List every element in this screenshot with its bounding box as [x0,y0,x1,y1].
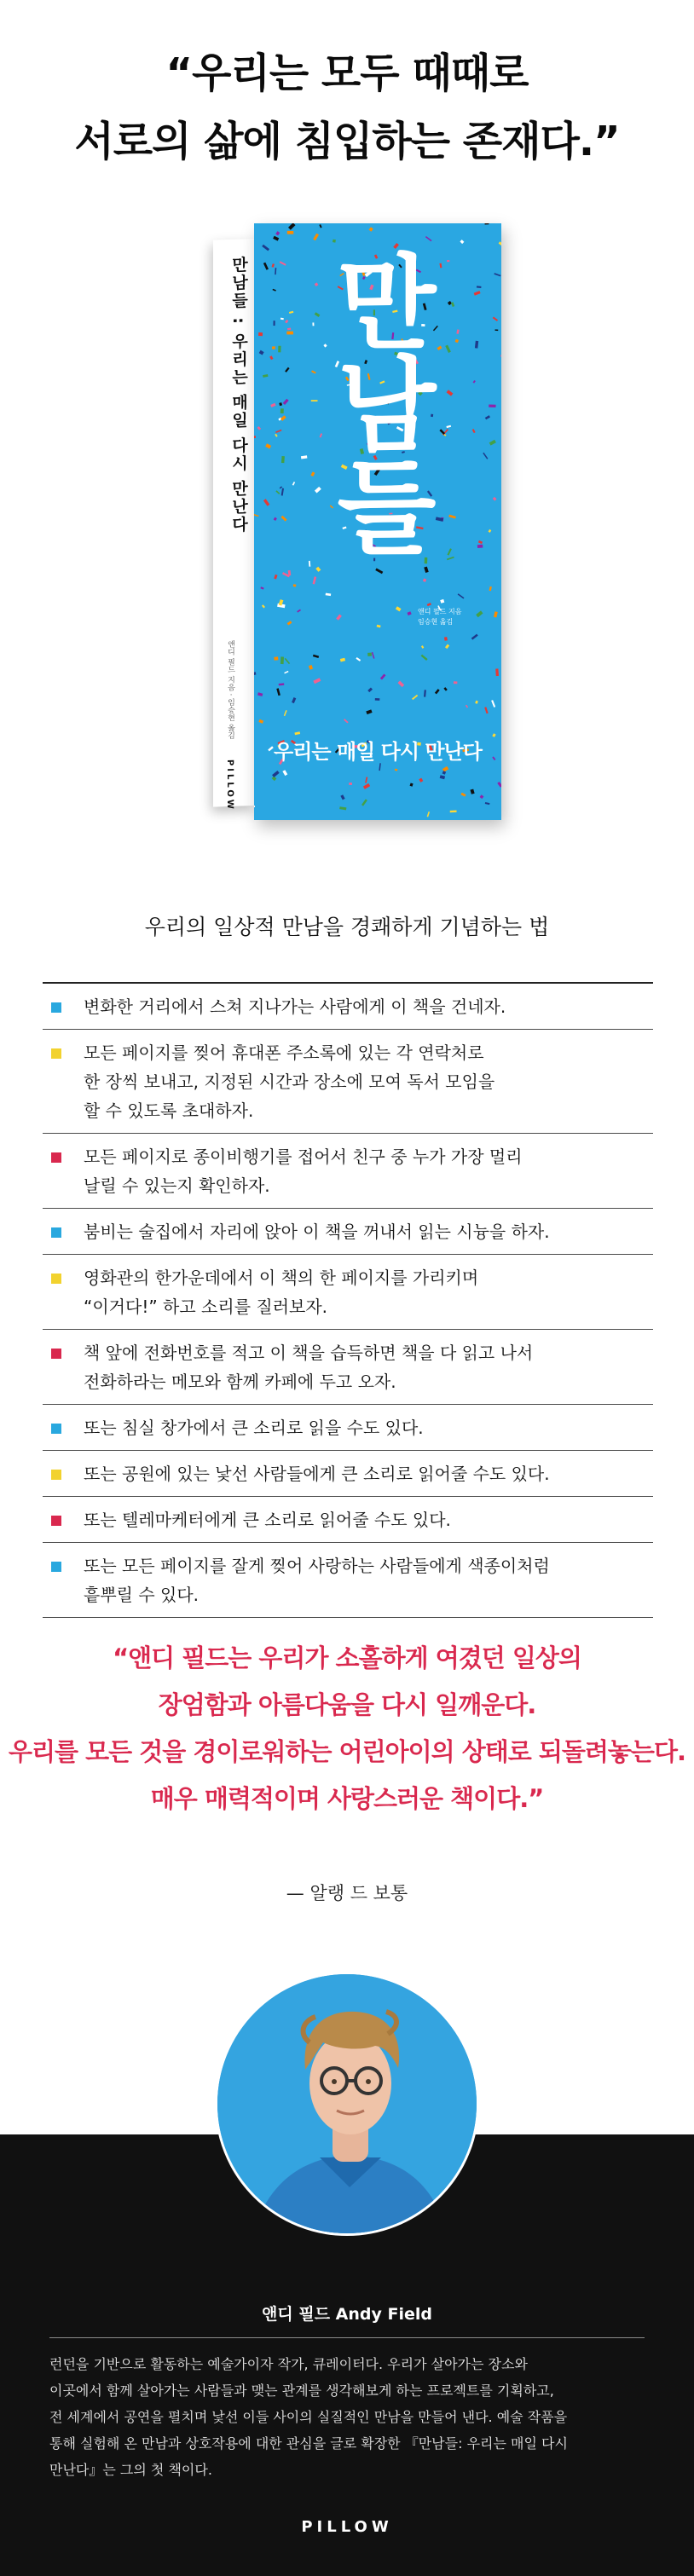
confetti-piece [440,775,445,779]
confetti-piece [280,486,282,488]
confetti-piece [424,567,428,573]
confetti-piece [497,782,501,788]
confetti-piece [262,604,265,608]
confetti-piece [356,657,361,661]
confetti-piece [500,355,501,357]
confetti-piece [280,516,286,522]
confetti-piece [292,482,295,486]
confetti-piece [275,430,281,433]
confetti-piece [489,405,495,407]
confetti-piece [280,261,286,265]
cover-title: 만남들 [318,249,437,556]
confetti-piece [472,429,476,433]
confetti-piece [259,350,264,355]
confetti-piece [275,490,280,494]
confetti-piece [412,695,418,700]
confetti-piece [272,263,275,268]
confetti-piece [275,268,276,274]
list-item [43,1255,653,1330]
author-divider [49,2337,645,2338]
confetti-piece [289,311,293,314]
confetti-piece [311,400,318,401]
confetti-piece [470,789,474,794]
confetti-piece [315,567,321,572]
headline-line-1: “우리는 모두 때때로 [165,49,529,97]
confetti-piece [446,425,451,428]
publisher-logo: PILLOW [301,2518,393,2536]
confetti-piece [270,403,275,407]
confetti-piece [476,610,483,617]
confetti-piece [456,329,460,334]
confetti-piece [297,609,301,613]
confetti-piece [445,644,449,650]
author-name: 앤디 필드 Andy Field [262,2305,432,2324]
quote-attribution: — 알랭 드 보통 [286,1883,408,1903]
confetti-piece [447,390,454,396]
confetti-piece [273,236,279,241]
confetti-piece [288,223,295,230]
list-item-text: 책 앞에 전화번호를 적고 이 책을 습득하면 책을 다 읽고 나서 전화하라는 메모와 함께 카페에 두고 오자. [84,1343,534,1392]
confetti-piece [287,621,292,625]
quote-line: “앤디 필드는 우리가 소홀하게 여겼던 일상의 [113,1643,581,1672]
confetti-piece [447,557,454,561]
confetti-piece [263,374,268,378]
confetti-piece [309,561,310,567]
confetti-piece [280,318,284,321]
confetti-piece [313,655,319,658]
confetti-piece [280,408,284,413]
confetti-piece [377,625,381,628]
confetti-piece [460,240,464,244]
list-item [43,1209,653,1255]
list-item-text: 또는 모든 페이지를 잘게 찢어 사랑하는 사람들에게 색종이처럼 흩뿌릴 수 있다. [84,1556,550,1605]
confetti-piece [275,231,280,235]
confetti-piece [363,783,370,789]
confetti-piece [447,260,449,262]
confetti-piece [425,236,432,241]
confetti-piece [279,402,282,406]
confetti-piece [258,719,263,724]
confetti-piece [485,415,490,419]
confetti-piece [458,593,465,598]
confetti-piece [439,263,442,269]
confetti-piece [274,575,277,580]
confetti-piece [445,345,451,353]
confetti-piece [494,329,498,331]
confetti-piece [254,672,256,675]
confetti-piece [397,681,404,688]
confetti-piece [454,681,457,684]
confetti-piece [281,488,284,496]
confetti-piece [435,689,440,694]
confetti-piece [442,771,447,775]
confetti-piece [283,399,289,405]
confetti-piece [474,291,481,296]
confetti-piece [477,545,483,548]
confetti-piece [443,687,447,691]
bullet-square-icon [51,1470,61,1480]
headline-line-2: 서로의 삶에 침입하는 존재다.” [74,118,620,165]
confetti-piece [263,263,269,270]
review-quote [0,1635,694,1822]
confetti-piece [366,709,372,714]
list-item-text: 또는 침실 창가에서 큰 소리로 읽을 수도 있다. [84,1418,424,1438]
confetti-piece [489,586,492,591]
confetti-piece [493,317,498,321]
confetti-piece [257,426,262,430]
confetti-piece [265,443,271,448]
confetti-piece [425,557,428,563]
confetti-piece [340,794,344,800]
confetti-piece [448,515,456,519]
confetti-piece [424,690,426,696]
confetti-piece [274,656,278,660]
confetti-piece [269,355,273,360]
list-item-text: 또는 텔레마케터에게 큰 소리로 읽어줄 수도 있다. [84,1510,451,1530]
confetti-piece [421,645,424,649]
confetti-piece [254,514,259,517]
list-item [43,1543,653,1618]
confetti-piece [336,615,342,621]
confetti-piece [495,668,499,676]
confetti-piece [437,345,442,350]
book-spine [213,239,254,812]
confetti-piece [395,769,397,771]
confetti-piece [419,778,423,783]
confetti-piece [254,806,255,808]
confetti-piece [396,606,402,611]
confetti-piece [293,584,297,586]
list-item-text: 붐비는 술집에서 자리에 앉아 이 책을 꺼내서 읽는 시늉을 하자. [84,1222,550,1242]
bullet-square-icon [51,1562,61,1572]
confetti-piece [473,380,476,384]
confetti-piece [410,783,414,786]
confetti-piece [263,499,269,505]
bullet-square-icon [51,1274,61,1284]
confetti-piece [319,224,321,228]
confetti-piece [380,673,386,679]
confetti-piece [369,227,373,231]
confetti-piece [372,652,375,659]
confetti-piece [493,497,497,501]
confetti-piece [301,455,307,459]
confetti-piece [344,719,349,723]
confetti-piece [313,576,317,584]
confetti-piece [281,456,285,463]
confetti-piece [375,569,383,575]
confetti-piece [292,697,296,703]
confetti-piece [499,241,501,247]
confetti-piece [494,273,500,276]
confetti-piece [451,302,454,307]
confetti-piece [475,341,478,349]
confetti-piece [272,771,280,777]
author-photo-illustration [217,1974,479,2236]
confetti-piece [471,634,478,640]
confetti-piece [279,683,285,685]
confetti-piece [423,579,426,582]
bullet-square-icon [51,1516,61,1526]
bullet-square-icon [51,1002,61,1013]
list-item-text: 모든 페이지로 종이비행기를 접어서 친구 중 누가 가장 멀리 날릴 수 있는지 확인하자. [84,1146,523,1196]
confetti-piece [489,440,496,446]
confetti-piece [340,658,345,662]
confetti-piece [313,234,319,241]
bullet-square-icon [51,1152,61,1163]
confetti-piece [407,611,411,615]
confetti-piece [284,671,288,674]
list-item [43,1451,653,1497]
confetti-piece [393,243,399,249]
cover-subtitle: 우리는 매일 다시 만난다 [274,740,482,764]
list-section-title: 우리의 일상적 만남을 경쾌하게 기념하는 법 [144,915,550,939]
bullet-square-icon [51,1048,61,1059]
confetti-piece [313,678,321,684]
confetti-piece [480,794,484,799]
confetti-piece [309,665,313,670]
spine-title: 만남들 : 우리는 매일 다시 만난다 [229,256,248,534]
confetti-piece [326,593,332,597]
list-item-text: 변화한 거리에서 스쳐 지나가는 사람에게 이 책을 건네자. [84,996,506,1017]
confetti-piece [333,240,336,243]
confetti-piece [494,611,498,617]
confetti-piece [260,586,263,589]
confetti-piece [286,332,293,335]
book-cover-image [213,223,503,820]
bullet-square-icon [51,1227,61,1238]
confetti-piece [367,653,372,656]
spine-author: 앤디 필드 지음 · 임승현 옮김 [226,639,234,740]
quote-line: 우리를 모든 것을 경이로워하는 어린아이의 상태로 되돌려놓는다. [9,1737,685,1766]
confetti-piece [365,777,367,783]
confetti-piece [272,346,275,349]
confetti-piece [475,701,478,704]
confetti-piece [460,793,466,797]
list-item-text: 또는 공원에 있는 낯선 사람들에게 큰 소리로 읽어줄 수도 있다. [84,1464,550,1484]
confetti-piece [287,328,291,331]
confetti-piece [280,415,286,421]
list-item-text: 모든 페이지를 찢어 휴대폰 주소록에 있는 각 연락처로 한 장씩 보내고, 지정된 시간과 장소에 모여 독서 모임을 할 수 있도록 초대하자. [84,1043,495,1121]
confetti-piece [285,367,289,373]
confetti-piece [285,658,290,664]
list-item [43,1030,653,1134]
confetti-piece [491,700,495,708]
confetti-piece [427,811,430,817]
confetti-piece [257,692,263,696]
confetti-piece [361,799,367,806]
confetti-piece [311,370,316,373]
confetti-piece [466,705,468,708]
confetti-piece [484,223,489,225]
confetti-piece [484,707,488,713]
confetti-piece [447,548,451,555]
confetti-piece [312,322,314,326]
confetti-piece [258,332,263,336]
bullet-square-icon [51,1349,61,1359]
confetti-piece [282,770,287,776]
confetti-piece [274,517,277,521]
spine-publisher: PILLOW [225,759,234,812]
list-item-text: 영화관의 한가운데에서 이 책의 한 페이지를 가리키며 “이거다!” 하고 소리를 질러보자. [84,1268,479,1317]
confetti-piece [455,339,459,343]
confetti-piece [272,289,275,292]
confetti-piece [349,783,352,785]
confetti-piece [273,321,275,326]
confetti-piece [254,436,256,438]
quote-line: 장엄함과 아름다움을 다시 일깨운다. [158,1690,536,1719]
quote-line: 매우 매력적이며 사랑스러운 책이다.” [150,1784,544,1813]
list-item [43,1405,653,1451]
confetti-piece [285,320,288,324]
book-front-cover [254,223,501,820]
cover-artwork [254,223,501,820]
confetti-piece [478,540,483,544]
bullet-square-icon [51,1424,61,1434]
list-item [43,984,653,1030]
confetti-piece [483,453,488,459]
confetti-piece [262,245,269,251]
list-item [43,1134,653,1209]
confetti-piece [275,434,277,437]
confetti-piece [489,529,492,533]
author-portrait [215,1972,479,2236]
list-item [43,1497,653,1543]
confetti-piece [287,231,294,234]
confetti-piece [276,688,280,696]
confetti-piece [440,599,444,604]
confetti-piece [339,806,346,810]
confetti-piece [450,811,457,813]
confetti-piece [284,710,287,716]
cover-author: 앤디 필드 지음 임승현 옮김 [418,608,462,626]
confetti-piece [444,637,448,641]
confetti-piece [477,286,482,288]
confetti-piece [485,802,490,805]
headline [0,39,694,176]
confetti-piece [375,698,380,701]
confetti-piece [421,655,428,661]
confetti-piece [373,558,375,562]
confetti-piece [310,471,315,477]
confetti-piece [427,603,431,606]
author-bio: 런던을 기반으로 활동하는 예술가이자 작가, 큐레이터다. 우리가 살아가는 장소와 이곳에서 함께 살아가는 사람들과 맺는 관계를 생각해보게 하는 프로젝트를 기획하고, 전 세계에서 공연을 펼치며 낯선 이들 사이의 실질적인 만남을 만들어 낸다. 예술 작품을 통해 실험해 온 만남과 상호작용에 대한 관심을 글로 확장한 『만남들: 우리는 매일 다시 만난다』는 그의 첫 책이다. [49,2356,568,2478]
confetti-piece [280,656,284,664]
confetti-piece [367,688,373,693]
confetti-piece [278,346,280,353]
list-item [43,1330,653,1405]
